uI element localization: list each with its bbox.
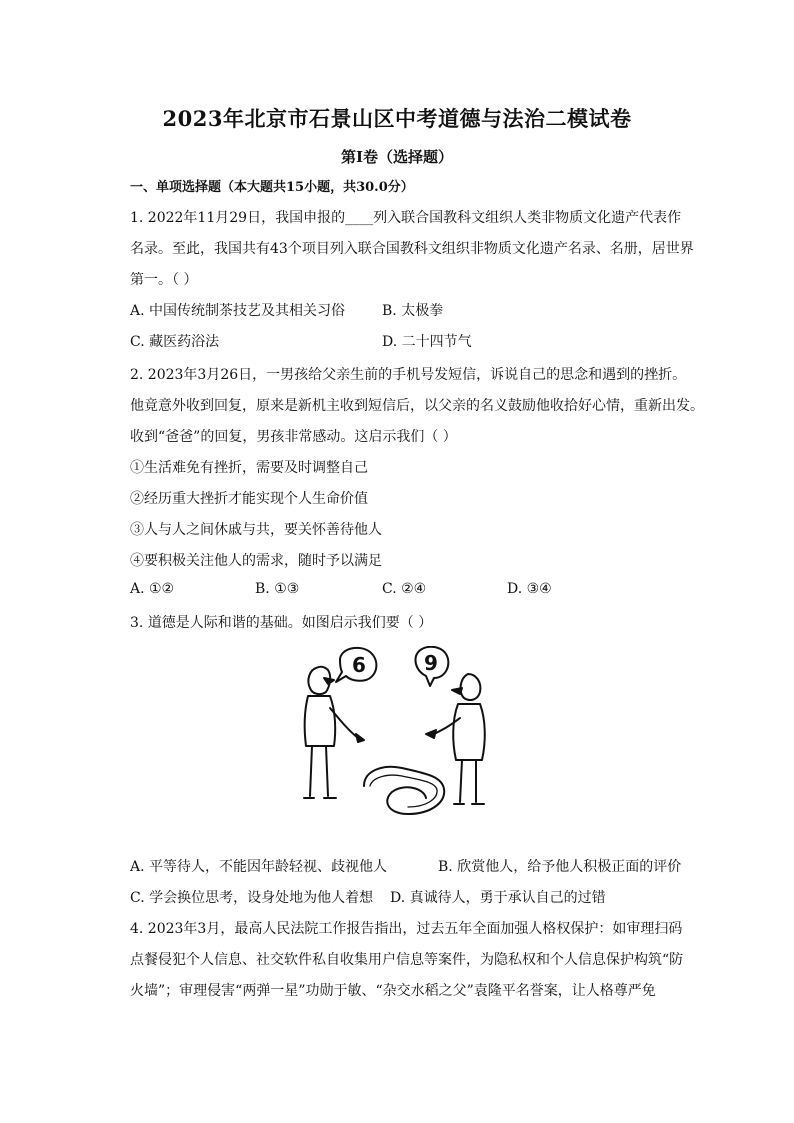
q1-line-2: 名录。至此，我国共有43个项目列入联合国教科文组织非物质文化遗产名录、名册，居世界 bbox=[130, 241, 694, 257]
q3-option-b: B. 欣赏他人，给予他人积极正面的评价 bbox=[438, 859, 682, 875]
q3-option-c: C. 学会换位思考，设身处地为他人着想 bbox=[130, 890, 374, 906]
q4-line-2: 点餐侵犯个人信息、社交软件私自收集用户信息等案件，为隐私权和个人信息保护构筑“防 bbox=[130, 952, 684, 968]
left-bubble-digit: 6 bbox=[352, 653, 366, 677]
q2-option-a: A. ①② bbox=[130, 581, 175, 597]
q4-line-1: 4. 2023年3月，最高人民法院工作报告指出，过去五年全面加强人格权保护：如审理扫码 bbox=[130, 921, 683, 937]
q3-option-d: D. 真诚待人，勇于承认自己的过错 bbox=[390, 890, 606, 906]
q2-line-1: 2. 2023年3月26日，一男孩给父亲生前的手机号发短信，诉说自己的思念和遇到的挫折。 bbox=[130, 367, 687, 383]
q1-option-c: C. 藏医药浴法 bbox=[130, 334, 220, 350]
right-person-drawing bbox=[426, 674, 485, 804]
q2-line-3: 收到“爸爸”的回复，男孩非常感动。这启示我们（ ） bbox=[130, 429, 457, 445]
q3-line-1: 3. 道德是人际和谐的基础。如图启示我们要（ ） bbox=[130, 615, 433, 631]
q1-line-3: 第一。（ ） bbox=[130, 272, 198, 288]
q2-line-2: 他竟意外收到回复，原来是新机主收到短信后，以父亲的名义鼓励他收拾好心情，重新出发。 bbox=[130, 398, 704, 414]
q2-option-d: D. ③④ bbox=[507, 581, 552, 597]
q3-cartoon-figure bbox=[296, 646, 496, 821]
q1-line-1: 1. 2022年11月29日，我国申报的____列入联合国教科文组织人类非物质文化遗产代表作 bbox=[130, 210, 682, 226]
q2-statement-1: ①生活难免有挫折，需要及时调整自己 bbox=[130, 460, 368, 476]
q2-statement-3: ③人与人之间休戚与共，要关怀善待他人 bbox=[130, 522, 382, 538]
section-heading: 一、单项选择题（本大题共15小题，共30.0分） bbox=[130, 180, 414, 195]
q1-option-a: A. 中国传统制茶技艺及其相关习俗 bbox=[130, 303, 346, 319]
ground-numeral-shape bbox=[364, 767, 444, 814]
q4-line-3: 火墙”；审理侵害“两弹一星”功勋于敏、“杂交水稻之父”袁隆平名誉案，让人格尊严免 bbox=[130, 983, 656, 999]
q2-statement-2: ②经历重大挫折才能实现个人生命价值 bbox=[130, 491, 368, 507]
q2-statement-4: ④要积极关注他人的需求，随时予以满足 bbox=[130, 553, 382, 569]
q2-option-c: C. ②④ bbox=[382, 581, 427, 597]
exam-title: 2023年北京市石景山区中考道德与法治二模试卷 bbox=[162, 106, 632, 131]
q3-option-a: A. 平等待人，不能因年龄轻视、歧视他人 bbox=[130, 859, 388, 875]
left-person-drawing bbox=[304, 667, 364, 798]
exam-subtitle: 第I卷（选择题） bbox=[340, 148, 454, 166]
q1-option-d: D. 二十四节气 bbox=[382, 334, 472, 350]
right-bubble-digit: 9 bbox=[424, 651, 438, 675]
q1-option-b: B. 太极拳 bbox=[382, 303, 444, 319]
q2-option-b: B. ①③ bbox=[255, 581, 300, 597]
